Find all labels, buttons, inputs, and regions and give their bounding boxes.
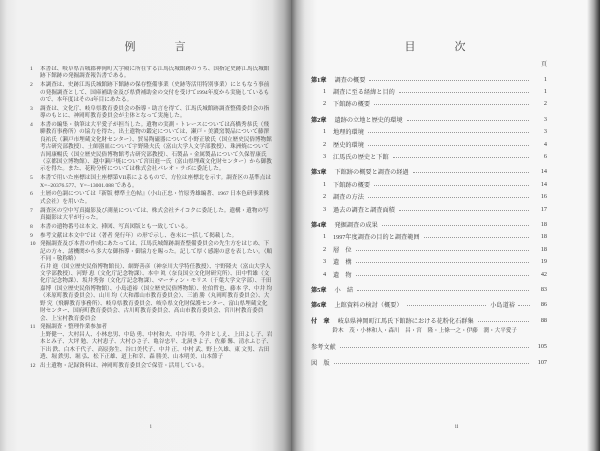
- section-title: 江馬氏の歴史と下館: [333, 154, 389, 162]
- note-item: [30, 324, 273, 361]
- table-of-contents: [311, 60, 547, 368]
- explanatory-notes: [30, 66, 273, 416]
- dotted-leader: [357, 290, 529, 291]
- dotted-leader: [478, 321, 529, 322]
- toc-page-number: 2: [543, 100, 547, 108]
- toc-section-entry: [311, 243, 547, 255]
- chapter-label: 第1章: [311, 76, 327, 84]
- section-number: 3: [323, 153, 327, 161]
- toc-section-entry: [311, 203, 547, 215]
- dotted-leader: [407, 120, 529, 121]
- toc-page-number: 19: [540, 258, 547, 266]
- dotted-leader: [407, 305, 487, 306]
- toc-page-number: 42: [540, 270, 547, 278]
- section-number: 3: [323, 258, 327, 266]
- toc-section-entry: [311, 98, 547, 110]
- section-title: 調査に至る経緯と目的: [333, 89, 395, 97]
- toc-chapter-entry: [311, 299, 547, 311]
- toc-page-number: 6: [543, 153, 547, 161]
- toc-page-number: 88: [540, 316, 547, 324]
- note-text: 本調査は、史跡江馬氏城館跡下館跡の保存整備事業（史跡等活用特別事業）にともなう事前の発掘調査として、国庫補助金及び県費補助金の交付を受けて1994年度から実施しているもので、本年度はその4年目にあたる。: [40, 82, 270, 104]
- dotted-leader: [340, 347, 529, 348]
- note-number: 12: [30, 362, 36, 369]
- note-item: [30, 191, 273, 206]
- end-matter-title: 図 版: [311, 359, 330, 367]
- note-text: 本書の遺物番号は本文、挿図、写真図版とも一致している。: [40, 223, 192, 230]
- toc-page-number: 14: [540, 180, 547, 188]
- section-title: 1997年度調査の目的と調査範囲: [333, 234, 420, 242]
- chapter-title: 調査の概要: [334, 76, 366, 84]
- end-matter-title: 参考文献: [311, 344, 336, 352]
- chapter-title: 上館資料の検討（概要）: [334, 302, 403, 310]
- chapter-label: 第2章: [311, 116, 327, 124]
- section-number: 2: [323, 245, 327, 253]
- chapter-label: 第4章: [311, 221, 327, 229]
- dotted-leader: [368, 145, 529, 146]
- toc-section-entry: [311, 178, 547, 190]
- note-number: 7: [30, 207, 33, 214]
- dotted-leader: [374, 104, 529, 105]
- toc-page-number: 1: [543, 75, 547, 83]
- dotted-leader: [424, 237, 529, 238]
- note-text: 出土遺物・記録資料は、神岡町教育委員会で保管・活用している。: [40, 362, 208, 369]
- left-page: [0, 0, 291, 451]
- note-number: 5: [30, 175, 33, 182]
- chapter-label: 付 章: [311, 317, 330, 325]
- note-item: [30, 224, 273, 231]
- right-page: [291, 0, 600, 451]
- chapter-title: 発掘調査の成果: [334, 221, 378, 229]
- dotted-leader: [399, 92, 529, 93]
- note-text: 本書で用いた座標は国土座標第VII系によるもので、方位は座標北を示す。調査区の基準点は X=−20376.577、Y=−13001.088 である。: [40, 175, 271, 189]
- toc-end-matter-entry: [311, 356, 547, 368]
- section-title: 歴史的環境: [333, 141, 364, 149]
- note-number: 9: [30, 232, 33, 239]
- page-title: 目 次: [404, 41, 480, 53]
- dotted-leader: [518, 305, 530, 306]
- toc-page-number: 18: [540, 233, 547, 241]
- toc-page-number: 16: [540, 193, 547, 201]
- section-title: 遺 物: [333, 271, 352, 279]
- acknowledgement-names: 石井 進（国立歴史民俗博物館長）、網野善彦（神奈川大学特任教授）、宇野隆夫（富山大学人文学部教授）、河野 恵（文化庁記念物課）、本中 眞（奈良国立文化財研究所）、田中哲雄（文化庁記念物課）、坂井秀弥（文化庁記念物課）、マーティン・モリス（千葉大学文学部）、千田嘉博（国立歴史民俗博物館）、小島道裕（国立歴史民俗博物館）、佐伯哲也、藤本 学、中井 均（米原町教育委員会）、山川 均（大和郡山市教育委員会）、三浦 勝（丸岡町教育委員会）、大野 究（飛騨教育事務所）、岐阜県教育委員会、岐阜県文化財保護センター、富山県埋蔵文化財センター、国府町教育委員会、古川町教育委員会、高山市教育委員会、宮川村教育委員会、上宝村教育委員会: [40, 263, 273, 322]
- toc-section-entry: [311, 138, 547, 150]
- toc-page-number: 14: [540, 168, 547, 176]
- note-item: [30, 82, 273, 104]
- note-text: 調査は、文化庁、岐阜県教育委員会の指導・助言を得て、江馬氏城館跡調査整備委員会の指導のもとに、神岡町教育委員会が主体となって実施した。: [40, 105, 270, 120]
- note-text: 本書は、岐阜県吉城郡神岡町大字殿に所在する江馬氏城館跡のうち、国指定史跡江馬氏城館跡下館跡の発掘調査報告書である。: [40, 66, 270, 80]
- note-text: 土層の色調については『新版 標準土色帖』（小山正忠・竹原秀雄編著、1967 日本色研事業株式会社）を用いた。: [40, 191, 270, 205]
- section-title: 下館跡の概要: [333, 181, 371, 189]
- section-number: 2: [323, 100, 327, 108]
- note-item: [30, 66, 273, 81]
- dotted-leader: [413, 172, 529, 173]
- section-title: 過去の調査と調査面積: [333, 206, 395, 214]
- note-text: [40, 241, 273, 322]
- dotted-leader: [334, 363, 529, 364]
- note-body: 発掘調査・整理作業参加者: [40, 324, 108, 331]
- page-number: i: [150, 424, 152, 430]
- note-text: 参考文献は本文中では（著者 発行年）の形で示し、巻末に一括して掲載した。: [40, 232, 238, 239]
- chapter-title: 岐阜県神岡町江馬氏下館跡における花粉化石群集: [337, 317, 474, 325]
- section-title: 遺 構: [333, 259, 352, 267]
- note-text: 調査区の空中写真撮影及び測量については、株式会社テイコクに委託した。遺構・遺物の写真撮影は大平が行った。: [40, 207, 269, 222]
- chapter-title: 下館跡の概要と調査の経過: [334, 169, 409, 177]
- toc-page-number: 107: [537, 358, 547, 366]
- note-number: 11: [30, 324, 36, 331]
- toc-chapter-entry: [311, 283, 547, 295]
- section-number: 1: [323, 233, 327, 241]
- page-title: 例 言: [124, 41, 200, 53]
- toc-end-matter-entry: [311, 340, 547, 352]
- note-text: [40, 324, 273, 361]
- note-item: [30, 363, 273, 370]
- dotted-leader: [368, 132, 529, 133]
- toc-page-number: 4: [543, 140, 547, 148]
- dotted-leader: [399, 210, 529, 211]
- section-title: 層 位: [333, 246, 352, 254]
- chapter-author: 小島道裕: [490, 302, 515, 310]
- toc-chapter-entry: [311, 218, 547, 230]
- dotted-leader: [382, 225, 529, 226]
- note-number: 8: [30, 223, 33, 230]
- chapter-authors: 鈴木 茂・小林和人・森川 昌・宮 隆・上條一之・伊藤 潤・大平愛子: [332, 328, 517, 335]
- toc-page-number: 83: [540, 285, 547, 293]
- dotted-leader: [356, 262, 529, 263]
- chapter-title: 遺跡の立地と歴史的環境: [334, 116, 403, 124]
- note-item: [30, 233, 273, 240]
- toc-page-number: 18: [540, 245, 547, 253]
- section-number: 4: [323, 270, 327, 278]
- section-number: 3: [323, 205, 327, 213]
- note-item: [30, 241, 273, 322]
- note-number: 2: [30, 82, 33, 89]
- section-number: 2: [323, 140, 327, 148]
- note-number: 10: [30, 241, 36, 248]
- toc-page-number: 3: [543, 115, 547, 123]
- chapter-label: 第6章: [311, 302, 327, 310]
- toc-section-entry: [311, 231, 547, 243]
- section-title: 地理的環境: [333, 129, 364, 137]
- toc-chapter-entry: [311, 73, 547, 85]
- section-number: 1: [323, 128, 327, 136]
- note-text: 本書の編集・執筆は大平愛子が担当した。遺物の実測・トレースについては高橋秀恭氏（飛騨教育事務所）の協力を得た。出土遺物の鑑定については、瀬戸・美濃窯製品について藤澤良祐氏（瀬戸市埋蔵文化財センター）、貿易陶磁器について小野正敏氏（国立歴史民俗博物館考古研究部教授）、土師器皿について宇野隆夫氏（富山大学人文学部教授）、珠洲焼について吉岡康暢氏（国立歴史民俗博物館考古研究部教授）、石製品・金属製品について久保智康氏（京都国立博物館）、越中瀬戸焼について宮田進一氏（富山県埋蔵文化財センター）から御教示を得た。また、花粉分析については株式会社パレオ・ラボに委託した。: [40, 122, 272, 173]
- note-number: 3: [30, 105, 33, 112]
- dotted-leader: [369, 80, 529, 81]
- toc-page-number: 18: [540, 220, 547, 228]
- toc-page-number: 86: [540, 301, 547, 309]
- note-item: [30, 208, 273, 223]
- toc-section-entry: [311, 85, 547, 97]
- dotted-leader: [368, 197, 529, 198]
- chapter-label: 第3章: [311, 169, 327, 177]
- section-number: 1: [323, 180, 327, 188]
- toc-page-number: 105: [537, 343, 547, 351]
- page-column-label: 頁: [540, 62, 547, 68]
- note-item: [30, 106, 273, 121]
- page-number: ii: [455, 424, 459, 430]
- section-number: 2: [323, 193, 327, 201]
- note-item: [30, 175, 273, 190]
- note-number: 6: [30, 191, 33, 198]
- note-item: [30, 122, 273, 174]
- section-number: 1: [323, 88, 327, 96]
- toc-section-entry: [311, 150, 547, 162]
- toc-chapter-entry: [311, 314, 547, 326]
- toc-section-entry: [311, 126, 547, 138]
- toc-section-entry: [311, 268, 547, 280]
- participant-names: 上野健一、大村昌人、小林忠男、中島 勇、中村和夫、中谷 明、今井としえ、上田よし子、岩本とみ子、大坪 勉、大村恵子、大村ひさ子、亀谷忠平、北洞きよ子、佐藤 馨、清水ふじ子、下出 鉄、白木千代子、高原弥生、谷口美代子、中井 正、中村 武、野上久雄、東 文男、古田 透、堀 鉄男、堀 弘、松下正雄、道上和幸、森 勝美、山本明美、山本節子: [40, 331, 273, 360]
- toc-chapter-entry: [311, 113, 547, 125]
- dotted-leader: [356, 275, 529, 276]
- dotted-leader: [356, 250, 529, 251]
- section-title: 調査の方法: [333, 194, 364, 202]
- chapter-label: 第5章: [311, 286, 327, 294]
- toc-page-number: 1: [543, 88, 547, 96]
- toc-section-entry: [311, 255, 547, 267]
- toc-chapter-entry: [311, 166, 547, 178]
- toc-page-number: 17: [540, 205, 547, 213]
- note-number: 1: [30, 66, 33, 72]
- toc-section-entry: [311, 191, 547, 203]
- dotted-leader: [393, 157, 529, 158]
- section-title: 下館跡の概要: [333, 101, 371, 109]
- note-body: 発掘調査及び本書の作成にあたっては、江馬氏城館跡調査整備委員会の先生方をはじめ、下記の方々、諸機関から多大な御指導・御協力を賜った。記して厚く感謝の意を表したい。（順不同・敬称略）: [40, 241, 273, 263]
- note-number: 4: [30, 122, 33, 129]
- toc-page-number: 3: [543, 128, 547, 136]
- chapter-title: 小 結: [334, 286, 354, 294]
- dotted-leader: [374, 185, 529, 186]
